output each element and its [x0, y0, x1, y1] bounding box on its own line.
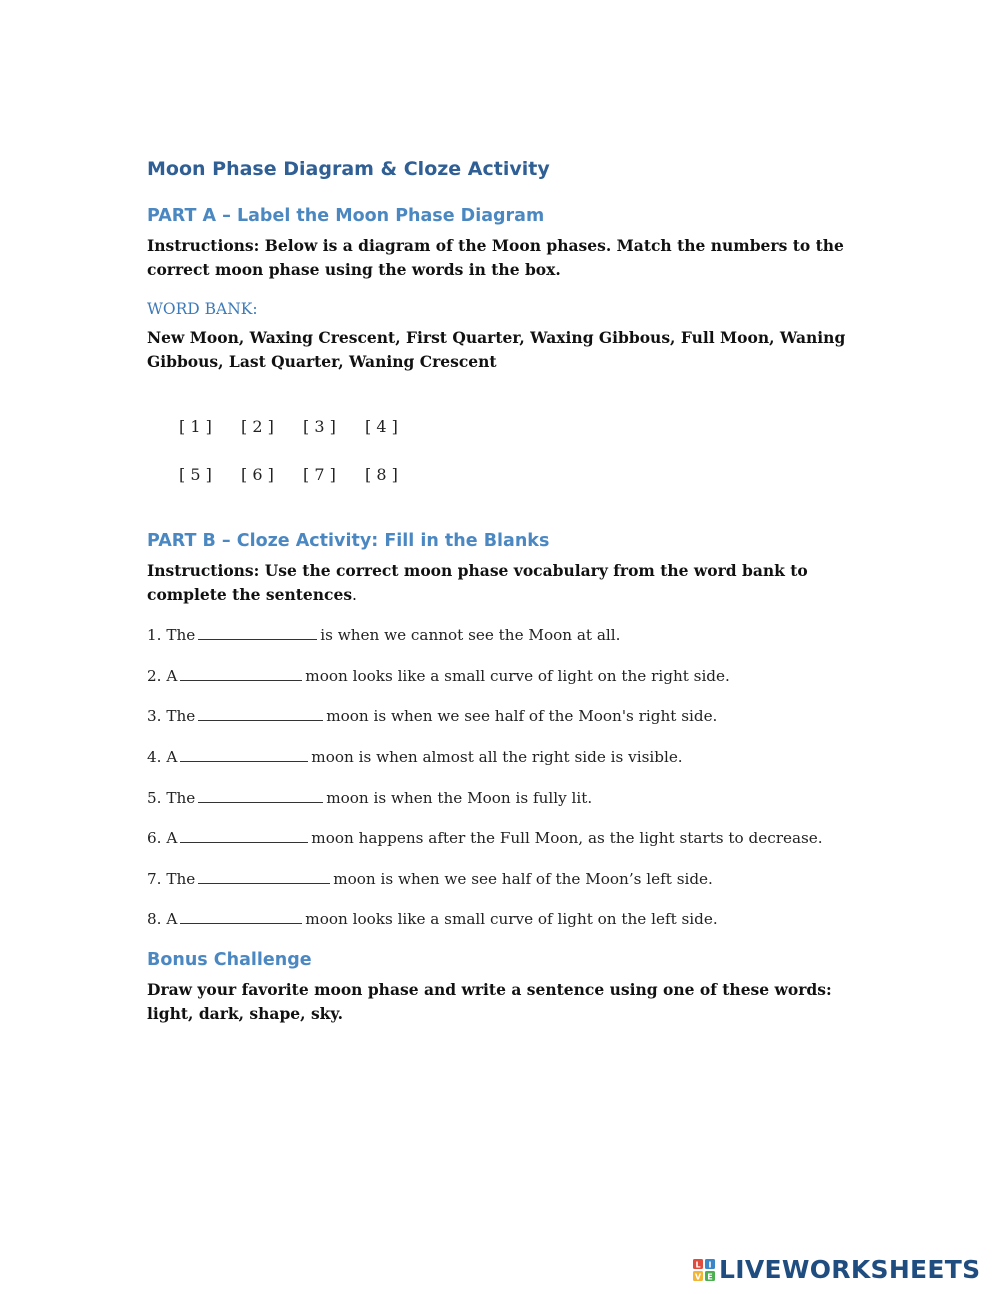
part-a-instructions: Instructions: Below is a diagram of the Moon phases. Match the numbers to the correct moon phase using the words in the box. [147, 236, 844, 279]
diagram-number-row-1 [179, 417, 427, 436]
part-b-instructions [147, 559, 862, 607]
blank-6[interactable] [180, 828, 308, 843]
brand-name: LIVEWORKSHEETS [719, 1255, 981, 1284]
diagram-label-6[interactable]: [ 6 ] [241, 465, 274, 484]
blank-4[interactable] [180, 747, 308, 762]
diagram-number-row-2 [179, 465, 427, 484]
sentence-suffix: moon is when we see half of the Moon's right side. [326, 707, 718, 725]
part-a-heading: PART A – Label the Moon Phase Diagram [147, 206, 545, 226]
logo-letter: V [694, 1272, 702, 1281]
diagram-label-1[interactable]: [ 1 ] [179, 417, 212, 436]
sentence-prefix: 3. The [147, 707, 196, 725]
diagram-label-7[interactable]: [ 7 ] [303, 465, 336, 484]
liveworksheets-logo-icon [693, 1259, 715, 1281]
word-bank-list: New Moon, Waxing Crescent, First Quarter, Waxing Gibbous, Full Moon, Waning Gibbous, Last Quarter, Waning Crescent [147, 328, 846, 371]
logo-letter: L [695, 1260, 701, 1269]
bonus-heading: Bonus Challenge [147, 950, 312, 970]
diagram-label-3[interactable]: [ 3 ] [303, 417, 336, 436]
cloze-sentence-5 [147, 788, 592, 807]
sentence-suffix: moon looks like a small curve of light on the right side. [305, 667, 730, 685]
sentence-suffix: moon is when almost all the right side is visible. [311, 748, 683, 766]
part-b-instructions-period: . [352, 586, 357, 604]
cloze-sentence-8 [147, 909, 718, 928]
sentence-suffix: moon looks like a small curve of light on the left side. [305, 910, 718, 928]
blank-1[interactable] [198, 625, 317, 640]
sentence-prefix: 6. A [147, 829, 178, 847]
cloze-sentence-7 [147, 869, 713, 888]
diagram-label-8[interactable]: [ 8 ] [365, 465, 398, 484]
blank-7[interactable] [198, 869, 330, 884]
sentence-suffix: is when we cannot see the Moon at all. [320, 626, 621, 644]
blank-8[interactable] [180, 909, 302, 924]
blank-3[interactable] [198, 706, 323, 721]
diagram-label-5[interactable]: [ 5 ] [179, 465, 212, 484]
logo-letter: I [708, 1260, 712, 1269]
diagram-label-4[interactable]: [ 4 ] [365, 417, 398, 436]
diagram-label-2[interactable]: [ 2 ] [241, 417, 274, 436]
liveworksheets-brand [693, 1255, 980, 1284]
sentence-prefix: 8. A [147, 910, 178, 928]
cloze-sentence-3 [147, 706, 717, 725]
blank-5[interactable] [198, 788, 323, 803]
sentence-prefix: 7. The [147, 870, 196, 888]
part-b-instructions-main: Instructions: Use the correct moon phase vocabulary from the word bank to complete the sentences [147, 561, 808, 604]
sentence-suffix: moon is when the Moon is fully lit. [326, 789, 593, 807]
sentence-prefix: 5. The [147, 789, 196, 807]
word-bank-label: WORD BANK: [147, 300, 258, 318]
sentence-suffix: moon is when we see half of the Moon’s left side. [333, 870, 713, 888]
cloze-sentence-2 [147, 666, 730, 685]
page-title: Moon Phase Diagram & Cloze Activity [147, 158, 550, 180]
logo-letter: E [707, 1272, 713, 1281]
part-b-heading: PART B – Cloze Activity: Fill in the Blanks [147, 531, 550, 551]
blank-2[interactable] [180, 666, 302, 681]
sentence-prefix: 1. The [147, 626, 196, 644]
sentence-suffix: moon happens after the Full Moon, as the light starts to decrease. [311, 829, 823, 847]
sentence-prefix: 4. A [147, 748, 178, 766]
sentence-prefix: 2. A [147, 667, 178, 685]
cloze-sentence-1 [147, 625, 620, 644]
bonus-text: Draw your favorite moon phase and write a sentence using one of these words: light, dark, shape, sky. [147, 980, 832, 1023]
cloze-sentence-4 [147, 747, 683, 766]
cloze-sentence-6 [147, 828, 823, 847]
